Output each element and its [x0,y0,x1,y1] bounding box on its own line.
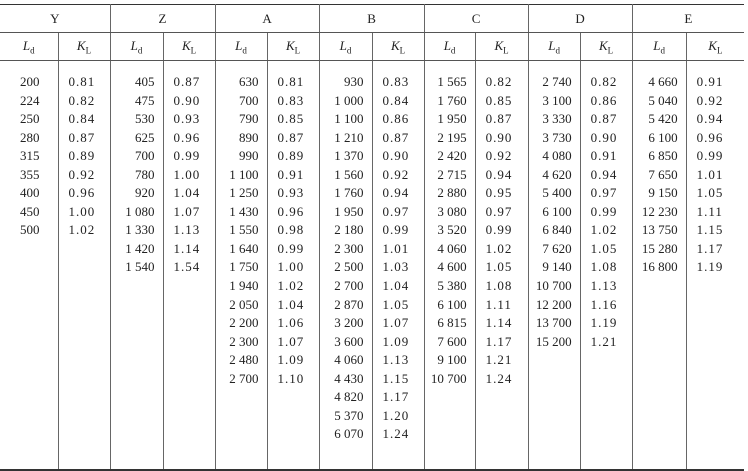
kl-value: 0.99 [173,148,201,164]
kl-value: 0.90 [590,129,618,145]
kl-header [163,33,215,61]
ld-value: 2 200 [229,315,259,331]
ld-value: 1 565 [437,74,467,89]
ld-value: 400 [20,185,40,201]
ld-value: 630 [239,74,259,89]
kl-subscript: L [294,45,301,56]
ld-value: 5 040 [648,92,678,108]
ld-subscript: d [346,45,352,56]
kl-value: 0.99 [590,203,618,219]
ld-value: 1 950 [334,203,364,219]
ld-value: 15 200 [535,333,572,349]
kl-header [267,33,319,61]
kl-value: 1.15 [382,370,410,386]
kl-value: 0.91 [277,166,305,182]
kl-value: 1.10 [277,370,305,386]
column-c-kl [475,61,528,471]
ld-subscript: d [450,45,456,56]
ld-value: 1 370 [334,148,364,164]
kl-subscript: L [716,45,723,56]
ld-value: 500 [20,222,40,238]
kl-value: 1.05 [485,259,513,275]
ld-value: 5 400 [542,185,572,201]
kl-value: 0.99 [277,240,305,256]
ld-header [528,33,580,61]
group-header-b: B [319,5,424,33]
kl-value: 1.04 [382,278,410,294]
ld-value: 1 000 [334,92,364,108]
ld-value: 280 [20,129,40,145]
kl-value: 1.54 [173,259,201,275]
kl-value: 0.92 [68,166,96,182]
kl-value: 0.90 [382,148,410,164]
kl-value: 0.90 [485,129,513,145]
kl-value: 1.17 [382,389,410,405]
kl-value: 0.96 [173,129,201,145]
kl-value: 0.83 [277,92,305,108]
kl-value: 0.87 [68,129,96,145]
kl-value: 1.02 [590,222,618,238]
kl-value: 0.84 [382,92,410,108]
kl-value: 0.96 [696,129,724,145]
ld-value: 1 940 [229,278,259,294]
ld-value: 4 060 [437,240,467,256]
column-e-kl [686,61,744,471]
ld-value: 450 [20,203,40,219]
kl-value: 1.00 [277,259,305,275]
ld-value: 13 700 [535,315,572,331]
kl-value: 0.99 [696,148,724,164]
ld-value: 13 750 [641,222,678,238]
kl-value: 1.09 [382,333,410,349]
ld-value: 4 430 [334,370,364,386]
kl-value: 1.11 [485,296,512,312]
kl-value: 1.03 [382,259,410,275]
kl-value: 0.93 [173,111,201,127]
ld-value: 9 100 [437,352,467,368]
ld-value: 890 [239,129,259,145]
ld-value: 10 700 [430,370,467,386]
kl-value: 0.86 [590,92,618,108]
ld-value: 9 150 [648,185,678,201]
column-e-ld [632,61,686,471]
kl-value: 1.17 [696,240,724,256]
ld-value: 6 850 [648,148,678,164]
group-header-c: C [424,5,528,33]
ld-value: 7 620 [542,240,572,256]
column-z-ld [110,61,163,471]
kl-subscript: L [399,45,406,56]
group-header-a: A [215,5,319,33]
kl-value: 1.21 [485,352,513,368]
ld-value: 1 420 [125,240,155,256]
ld-symbol: L [443,37,451,53]
ld-value: 2 195 [437,129,467,145]
kl-value: 1.13 [382,352,410,368]
ld-value: 700 [239,92,259,108]
kl-value: 0.98 [277,222,305,238]
ld-header [632,33,686,61]
kl-value: 1.01 [696,166,724,182]
ld-value: 2 880 [437,185,467,201]
ld-value: 625 [135,129,155,145]
ld-value: 4 660 [648,74,678,89]
kl-value: 0.85 [277,111,305,127]
kl-value: 0.97 [485,203,513,219]
kl-value: 0.95 [485,185,513,201]
group-header-z: Z [110,5,215,33]
kl-value: 0.92 [485,148,513,164]
kl-value: 1.02 [277,278,305,294]
ld-value: 530 [135,111,155,127]
kl-value: 1.14 [485,315,513,331]
ld-value: 16 800 [641,259,678,275]
kl-symbol: K [708,37,717,53]
ld-value: 2 050 [229,296,259,312]
kl-value: 1.01 [382,240,410,256]
column-d-kl [580,61,632,471]
kl-value: 1.08 [485,278,513,294]
kl-value: 0.94 [696,111,724,127]
ld-value: 1 560 [334,166,364,182]
ld-value: 700 [135,148,155,164]
kl-value: 1.13 [173,222,201,238]
kl-symbol: K [285,37,295,53]
kl-value: 0.99 [382,222,410,238]
data-row [0,61,744,471]
ld-value: 4 620 [542,166,572,182]
ld-value: 6 070 [334,426,364,442]
kl-symbol: K [599,37,608,53]
ld-value: 3 200 [334,315,364,331]
ld-value: 12 200 [535,296,572,312]
ld-subscript: d [137,45,143,56]
kl-value: 0.84 [68,111,96,127]
kl-value: 1.06 [277,315,305,331]
group-header-row [0,5,744,33]
ld-value: 250 [20,111,40,127]
kl-value: 0.83 [382,74,410,89]
ld-header [424,33,475,61]
ld-value: 1 750 [229,259,259,275]
kl-header [58,33,110,61]
ld-value: 3 100 [542,92,572,108]
kl-value: 1.07 [173,203,201,219]
kl-value: 1.02 [485,240,513,256]
kl-subscript: L [190,45,197,56]
kl-value: 0.92 [696,92,724,108]
ld-value: 2 500 [334,259,364,275]
kl-value: 0.87 [277,129,305,145]
column-d-ld [528,61,580,471]
kl-symbol: K [390,37,400,53]
group-header-e: E [632,5,744,33]
group-header-y: Y [0,5,110,33]
ld-value: 7 650 [648,166,678,182]
kl-subscript: L [503,45,509,56]
ld-value: 405 [135,74,155,89]
ld-value: 6 100 [648,129,678,145]
ld-value: 790 [239,111,259,127]
kl-header [475,33,528,61]
kl-value: 1.02 [68,222,96,238]
kl-value: 0.96 [277,203,305,219]
kl-subscript: L [607,45,614,56]
kl-value: 1.20 [382,407,410,423]
kl-value: 0.94 [485,166,513,182]
kl-value: 1.21 [590,333,618,349]
ld-header [215,33,267,61]
column-header-row [0,33,744,61]
ld-symbol: L [22,37,31,53]
kl-value: 1.14 [173,240,201,256]
ld-value: 2 715 [437,166,467,182]
ld-value: 1 540 [125,259,155,275]
kl-value: 0.82 [485,74,513,89]
ld-symbol: L [653,37,661,53]
kl-value: 0.89 [277,148,305,164]
ld-value: 1 640 [229,240,259,256]
kl-value: 1.05 [696,185,724,201]
ld-value: 6 100 [542,203,572,219]
kl-value: 0.90 [173,92,201,108]
kl-value: 1.13 [590,278,618,294]
ld-value: 1 550 [229,222,259,238]
kl-value: 1.17 [485,333,513,349]
ld-kl-table [0,4,744,471]
ld-value: 475 [135,92,155,108]
ld-value: 920 [135,185,155,201]
kl-value: 1.07 [277,333,305,349]
ld-value: 1 100 [229,166,259,182]
kl-value: 1.19 [696,259,724,275]
ld-value: 10 700 [535,278,572,294]
kl-value: 0.93 [277,185,305,201]
kl-value: 0.87 [382,129,410,145]
ld-value: 2 420 [437,148,467,164]
ld-symbol: L [235,37,243,53]
kl-value: 0.99 [485,222,513,238]
ld-header [110,33,163,61]
column-b-ld [319,61,372,471]
group-header-d: D [528,5,632,33]
ld-symbol: L [548,37,556,53]
ld-value: 990 [239,148,259,164]
ld-value: 315 [20,148,40,164]
ld-value: 9 140 [542,259,572,275]
ld-value: 1 430 [229,203,259,219]
kl-header [372,33,424,61]
ld-value: 355 [20,166,40,182]
ld-value: 6 840 [542,222,572,238]
kl-value: 1.24 [382,426,410,442]
kl-value: 1.19 [590,315,618,331]
ld-value: 2 300 [334,240,364,256]
kl-header [580,33,632,61]
kl-value: 1.00 [68,203,96,219]
kl-value: 1.04 [173,185,201,201]
ld-subscript: d [555,45,560,56]
ld-symbol: L [130,37,138,53]
ld-value: 2 480 [229,352,259,368]
kl-value: 0.91 [590,148,618,164]
ld-value: 2 870 [334,296,364,312]
kl-value: 0.92 [382,166,410,182]
kl-value: 0.82 [68,92,96,108]
kl-value: 0.87 [485,111,513,127]
ld-value: 4 080 [542,148,572,164]
ld-value: 780 [135,166,155,182]
kl-header [686,33,744,61]
kl-value: 0.85 [485,92,513,108]
ld-symbol: L [339,37,347,53]
ld-value: 2 180 [334,222,364,238]
ld-value: 7 600 [437,333,467,349]
kl-value: 0.86 [382,111,410,127]
ld-subscript: d [660,45,665,56]
column-y-ld [0,61,58,471]
ld-value: 3 600 [334,333,364,349]
ld-value: 5 380 [437,278,467,294]
kl-value: 0.81 [68,74,96,89]
kl-value: 0.81 [277,74,305,89]
ld-value: 6 815 [437,315,467,331]
kl-value: 0.89 [68,148,96,164]
kl-value: 0.91 [696,74,724,89]
kl-symbol: K [76,37,86,53]
kl-value: 0.94 [382,185,410,201]
ld-value: 3 730 [542,129,572,145]
ld-value: 3 520 [437,222,467,238]
kl-value: 1.16 [590,296,618,312]
ld-value: 1 760 [334,185,364,201]
ld-header [319,33,372,61]
ld-value: 2 700 [334,278,364,294]
kl-value: 0.87 [173,74,201,89]
kl-value: 1.07 [382,315,410,331]
ld-value: 6 100 [437,296,467,312]
column-y-kl [58,61,110,471]
ld-value: 224 [20,92,40,108]
kl-subscript: L [85,45,92,56]
kl-value: 1.04 [277,296,305,312]
kl-value: 0.97 [590,185,618,201]
ld-value: 1 100 [334,111,364,127]
kl-value: 1.05 [382,296,410,312]
kl-symbol: K [494,37,504,53]
kl-value: 1.15 [696,222,724,238]
ld-value: 930 [344,74,364,89]
ld-value: 4 820 [334,389,364,405]
ld-value: 1 080 [125,203,155,219]
kl-value: 1.08 [590,259,618,275]
ld-value: 1 760 [437,92,467,108]
kl-value: 1.00 [173,166,201,182]
column-a-kl [267,61,319,471]
kl-value: 1.11 [696,203,723,219]
ld-value: 1 210 [334,129,364,145]
ld-value: 5 420 [648,111,678,127]
kl-value: 0.87 [590,111,618,127]
ld-value: 12 230 [641,203,678,219]
ld-value: 1 330 [125,222,155,238]
kl-value: 1.09 [277,352,305,368]
ld-value: 4 600 [437,259,467,275]
kl-value: 1.05 [590,240,618,256]
ld-value: 2 700 [229,370,259,386]
kl-value: 0.82 [590,74,618,89]
ld-value: 2 740 [542,74,572,89]
ld-subscript: d [242,45,247,56]
ld-subscript: d [30,45,35,56]
ld-value: 3 080 [437,203,467,219]
ld-value: 15 280 [641,240,678,256]
column-c-ld [424,61,475,471]
ld-value: 4 060 [334,352,364,368]
ld-value: 1 950 [437,111,467,127]
kl-value: 0.96 [68,185,96,201]
kl-value: 1.24 [485,370,513,386]
kl-value: 0.97 [382,203,410,219]
ld-value: 5 370 [334,407,364,423]
ld-value: 2 300 [229,333,259,349]
column-a-ld [215,61,267,471]
ld-value: 200 [20,74,40,89]
ld-value: 1 250 [229,185,259,201]
column-z-kl [163,61,215,471]
column-b-kl [372,61,424,471]
kl-symbol: K [181,37,191,53]
ld-header [0,33,58,61]
kl-value: 0.94 [590,166,618,182]
ld-value: 3 330 [542,111,572,127]
